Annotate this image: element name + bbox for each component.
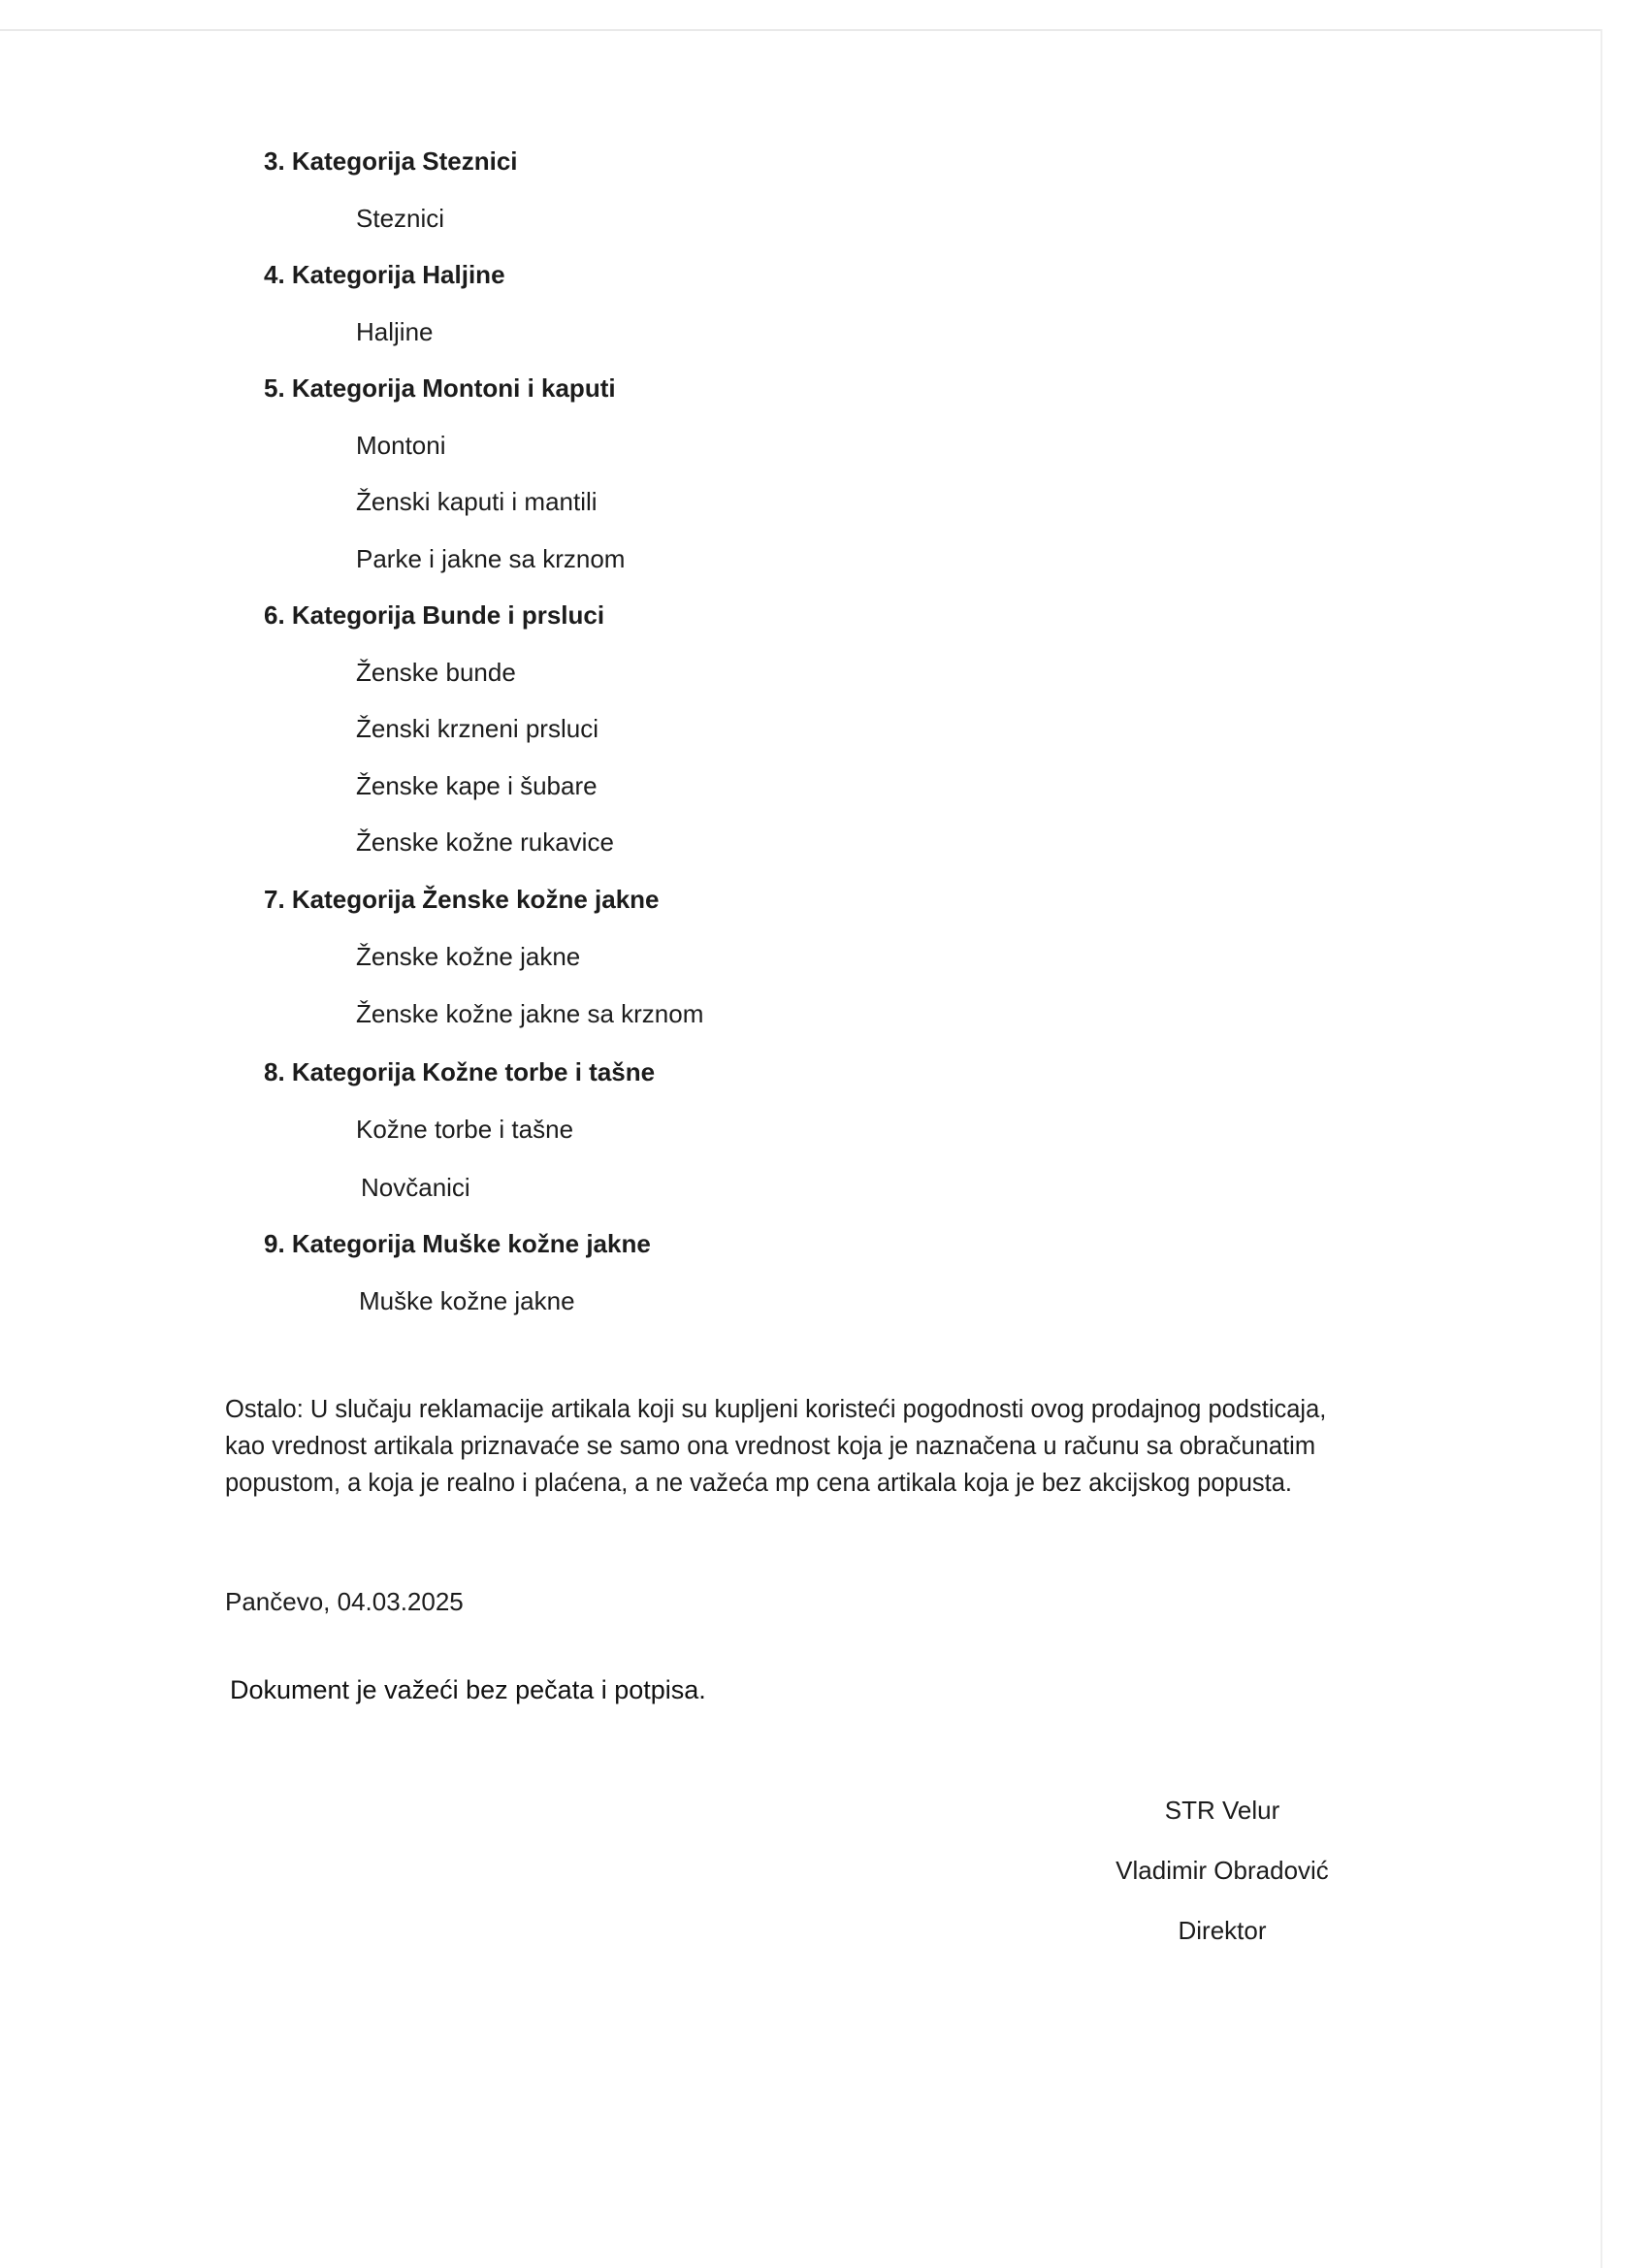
note-line: kao vrednost artikala priznavaće se samo ona vrednost koja je naznačena u računu sa obračunatim bbox=[225, 1433, 1316, 1460]
category-item: Haljine bbox=[356, 317, 434, 346]
note-line: Ostalo: U slučaju reklamacije artikala koji su kupljeni koristeći pogodnosti ovog prodajnog podsticaja, bbox=[225, 1396, 1327, 1423]
category-heading: 7. Kategorija Ženske kožne jakne bbox=[264, 885, 660, 914]
validity-note: Dokument je važeći bez pečata i potpisa. bbox=[230, 1675, 706, 1704]
category-item: Ženski kaputi i mantili bbox=[356, 487, 598, 516]
category-item: Ženske kožne jakne bbox=[356, 942, 581, 971]
signature-company: STR Velur bbox=[1164, 1796, 1280, 1825]
category-item: Ženske bunde bbox=[356, 658, 516, 687]
category-item: Ženske kožne rukavice bbox=[356, 827, 614, 857]
category-heading: 4. Kategorija Haljine bbox=[264, 260, 505, 289]
category-item: Parke i jakne sa krznom bbox=[356, 544, 626, 573]
category-item: Ženski krzneni prsluci bbox=[356, 714, 598, 743]
signature-name: Vladimir Obradović bbox=[1116, 1856, 1329, 1885]
category-item: Novčanici bbox=[361, 1173, 470, 1202]
signature-title: Direktor bbox=[1178, 1916, 1267, 1945]
category-item: Montoni bbox=[356, 431, 446, 460]
note-paragraph bbox=[225, 1391, 1428, 1502]
category-item: Kožne torbe i tašne bbox=[356, 1115, 574, 1144]
category-heading: 9. Kategorija Muške kožne jakne bbox=[264, 1229, 651, 1258]
place-date: Pančevo, 04.03.2025 bbox=[225, 1587, 464, 1616]
category-item: Steznici bbox=[356, 204, 445, 233]
category-heading: 5. Kategorija Montoni i kaputi bbox=[264, 373, 616, 403]
category-heading: 3. Kategorija Steznici bbox=[264, 146, 518, 176]
note-line: popustom, a koja je realno i plaćena, a ne važeća mp cena artikala koja je bez akcijskog popusta. bbox=[225, 1470, 1292, 1497]
category-heading: 6. Kategorija Bunde i prsluci bbox=[264, 600, 605, 630]
category-item: Muške kožne jakne bbox=[359, 1286, 575, 1315]
scan-edge-top bbox=[0, 29, 1600, 31]
scan-edge-right bbox=[1600, 29, 1602, 2268]
category-item: Ženske kožne jakne sa krznom bbox=[356, 999, 704, 1028]
category-item: Ženske kape i šubare bbox=[356, 771, 598, 800]
category-heading: 8. Kategorija Kožne torbe i tašne bbox=[264, 1057, 656, 1086]
